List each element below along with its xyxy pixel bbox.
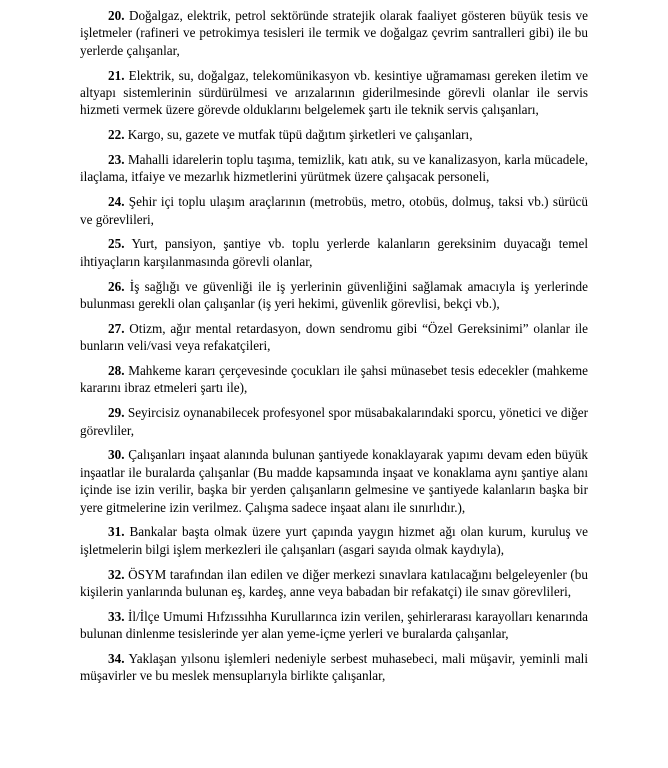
item-text: Çalışanları inşaat alanında bulunan şantiyede konaklayarak yapımı devam eden büyük inşaatlar ile buralarda çalışanlar (Bu madde kapsamında inşaat ve konaklama aynı şantiye alanı içinde ise izin verilir, başka bir yerden çalışanların gelmesine ve şantiyede kalanların başka bir yere gitmelerine izin verilmez. Çalışma sadece inşaat alanı ile sınırlıdır.), xyxy=(80,447,588,515)
item-number: 31. xyxy=(108,524,125,540)
item-number: 33. xyxy=(108,608,125,624)
item-number: 21. xyxy=(108,67,125,83)
item-text: Seyircisiz oynanabilecek profesyonel spor müsabakalarındaki sporcu, yönetici ve diğer görevliler, xyxy=(80,405,588,438)
item-text: İl/İlçe Umumi Hıfzıssıhha Kurullarınca izin verilen, şehirlerarası karayolları kenarında bulunan dinlenme tesislerinde yer alan yeme-içme yerleri ve buralarda çalışanlar, xyxy=(80,608,589,642)
list-item-34 xyxy=(80,650,588,685)
list-item-24 xyxy=(80,193,588,228)
item-number: 28. xyxy=(108,363,125,379)
list-item-30 xyxy=(80,446,588,516)
item-number: 27. xyxy=(108,320,125,336)
list-item-32 xyxy=(80,566,588,601)
item-number: 24. xyxy=(108,194,125,210)
item-text: Bankalar başta olmak üzere yurt çapında yaygın hizmet ağı olan kurum, kuruluş ve işletmelerin bilgi işlem merkezleri ile çalışanları (asgari sayıda olmak kaydıyla), xyxy=(80,524,589,557)
list-item-33 xyxy=(80,608,588,643)
list-item-20 xyxy=(80,7,588,59)
item-number: 23. xyxy=(108,152,125,168)
item-text: ÖSYM tarafından ilan edilen ve diğer merkezi sınavlara katılacağını belgeleyenler (bu kişilerin yanlarında bulunan eş, kardeş, anne veya babadan bir refakatçi) ile sınav görevlileri, xyxy=(80,566,588,600)
item-text: Kargo, su, gazete ve mutfak tüpü dağıtım şirketleri ve çalışanları, xyxy=(127,127,473,143)
item-text: Mahkeme kararı çerçevesinde çocukları ile şahsi münasebet tesis edecekler (mahkeme kararını ibraz etmeleri şartı ile), xyxy=(80,363,588,396)
item-number: 34. xyxy=(108,651,125,667)
list-item-25 xyxy=(80,235,588,270)
list-item-28 xyxy=(80,362,588,397)
list-item-22 xyxy=(80,126,588,143)
item-number: 20. xyxy=(108,8,125,23)
item-text: Yurt, pansiyon, şantiye vb. toplu yerlerde kalanların gereksinim duyacağı temel ihtiyaçların karşılanmasında görevli olanlar, xyxy=(80,236,588,269)
item-number: 32. xyxy=(108,566,125,582)
item-number: 29. xyxy=(108,405,125,421)
item-text: Otizm, ağır mental retardasyon, down sendromu gibi “Özel Gereksinimi” olanlar ile bunların veli/vasi veya refakatçileri, xyxy=(80,320,589,354)
item-text: Mahalli idarelerin toplu taşıma, temizlik, katı atık, su ve kanalizasyon, karla mücadele, ilaçlama, itfaiye ve mezarlık hizmetlerini yürütmek üzere çalışacak personeli, xyxy=(80,152,589,185)
item-text: Şehir içi toplu ulaşım araçlarının (metrobüs, metro, otobüs, dolmuş, taksi vb.) sürücü ve görevlileri, xyxy=(80,194,588,227)
list-item-26 xyxy=(80,278,588,313)
item-number: 22. xyxy=(108,127,125,143)
item-text: İş sağlığı ve güvenliği ile iş yerlerinin güvenliğini sağlamak amacıyla iş yerlerinde bulunması gerekli olan çalışanlar (iş yeri hekimi, güvenlik görevlisi, bekçi vb.), xyxy=(80,278,589,312)
item-number: 30. xyxy=(108,447,125,463)
item-number: 26. xyxy=(108,278,125,294)
item-text: Yaklaşan yılsonu işlemleri nedeniyle serbest muhasebeci, mali müşavir, yeminli mali müşavirler ve bu meslek mensuplarıyla birlikte çalışanlar, xyxy=(80,651,588,684)
item-text: Elektrik, su, doğalgaz, telekomünikasyon vb. kesintiye uğramaması gereken iletim ve altyapı sistemlerinin sürdürülmesi ve arızalarının giderilmesinde görevli olanlar ile servis hizmeti vermek üzere görevde olduklarını belgelemek şartı ile teknik servis çalışanları, xyxy=(80,67,588,118)
list-item-23 xyxy=(80,151,588,186)
list-item-29 xyxy=(80,404,588,439)
item-text: Doğalgaz, elektrik, petrol sektöründe stratejik olarak faaliyet gösteren büyük tesis ve işletmeler (rafineri ve petrokimya tesisleri ile termik ve doğalgaz çevrim santralleri gibi) ile bu yerlerde çalışanlar, xyxy=(80,8,588,58)
list-item-21 xyxy=(80,67,588,119)
list-item-27 xyxy=(80,320,588,355)
list-item-31 xyxy=(80,523,588,558)
item-number: 25. xyxy=(108,236,125,252)
